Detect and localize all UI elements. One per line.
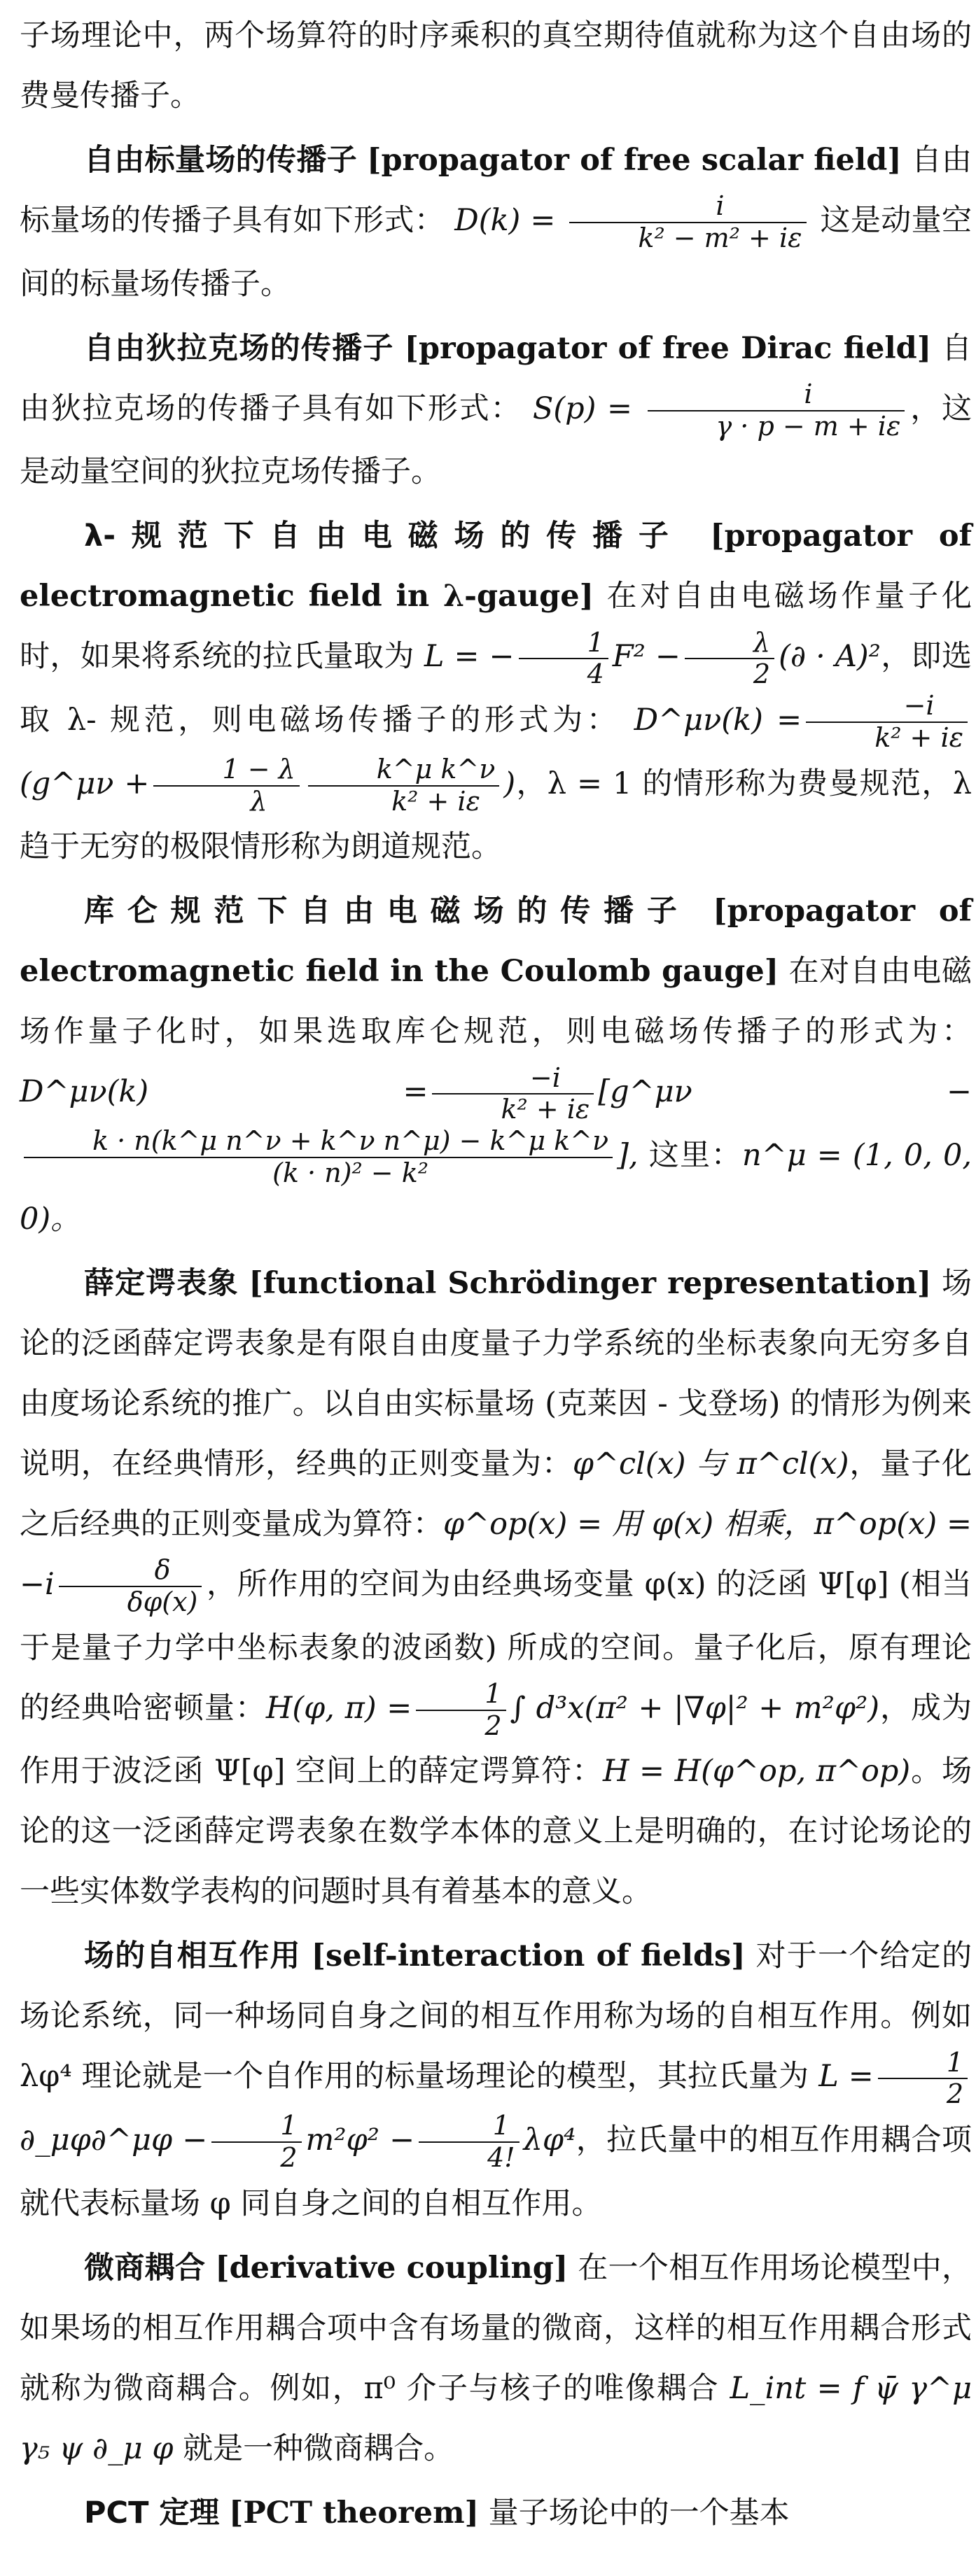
fraction-numerator: λ <box>685 628 774 660</box>
formula: D^μν(k) = <box>20 1074 428 1110</box>
formula: L = − <box>424 639 515 675</box>
entry-text: ，λ = 1 的情形称为费曼规范，λ 趋于无穷的极限情形称为朗道规范。 <box>20 766 972 865</box>
fraction-denominator: (k · n)² − k² <box>272 1157 428 1189</box>
entry-text: ，拉氏量中的相互作用耦合项就代表标量场 φ 同自身之间的自相互作用。 <box>20 2122 972 2221</box>
entry-text: 对于一个给定的场论系统，同一种场同自身之间的相互作用称为场的自相互作用。例如 λφ⁴ 理论就是一个自作用的标量场理论的模型，其拉氏量为 <box>20 1938 972 2095</box>
fraction <box>648 379 905 442</box>
formula: φ^op(x) = 用 φ(x) 相乘，π^op(x) = −i <box>20 1506 972 1602</box>
fraction-denominator: 2 <box>946 2078 963 2110</box>
formula: L_int = f ψ̄ γ^μ γ₅ ψ ∂_μ φ <box>20 2370 972 2466</box>
fraction-numerator: 1 <box>419 2111 519 2143</box>
fraction-numerator: −i <box>806 691 968 723</box>
fraction <box>519 628 608 690</box>
fraction-denominator: 4 <box>587 659 604 690</box>
entry-lambda-gauge-propagator <box>20 506 972 877</box>
fraction-denominator: λ <box>250 785 267 817</box>
entry-title-cn: PCT 定理 <box>84 2495 220 2531</box>
entry-self-interaction <box>20 1926 972 2233</box>
fraction-numerator: k^μ k^ν <box>308 754 500 787</box>
entry-free-scalar-propagator <box>20 130 972 314</box>
entry-derivative-coupling <box>20 2238 972 2479</box>
entry-title-en: [propagator of free Dirac field] <box>404 330 932 366</box>
fraction-numerator: δ <box>59 1555 202 1587</box>
fraction-denominator: k² + iε <box>501 1094 590 1125</box>
fraction-denominator: k² + iε <box>874 722 963 754</box>
fraction-denominator: 2 <box>484 1710 502 1741</box>
entry-coulomb-gauge-propagator <box>20 881 972 1248</box>
entry-title-en: [self-interaction of fields] <box>311 1938 746 1974</box>
entry-text: ，这是动量空间的狄拉克场传播子。 <box>20 390 972 490</box>
fraction-denominator: δφ(x) <box>127 1586 198 1617</box>
fraction-denominator: 2 <box>280 2141 298 2173</box>
entry-text: 就是一种微商耦合。 <box>183 2430 454 2466</box>
formula: D(k) = <box>454 203 556 238</box>
fraction <box>308 754 500 817</box>
fraction <box>416 1679 506 1741</box>
entry-text: 自由狄拉克场的传播子具有如下形式： <box>20 330 972 426</box>
entry-title-en: [propagator of free scalar field] <box>367 143 902 178</box>
fraction <box>24 1126 613 1188</box>
entry-text: ，即选取 λ- 规范，则电磁场传播子的形式为： <box>20 639 972 738</box>
formula: H = H(φ^op, π^op) <box>602 1754 911 1789</box>
formula: [g^μν − <box>598 1074 972 1110</box>
entry-title-cn: 场的自相互作用 <box>84 1938 301 1974</box>
entry-text: 这是动量空间的标量场传播子。 <box>20 203 972 302</box>
entry-text: 在对自由电磁场作量子化时，如果将系统的拉氏量取为 <box>20 579 972 675</box>
formula: ∫ d³x(π² + |∇φ|² + m²φ²) <box>510 1690 880 1726</box>
entry-free-dirac-propagator <box>20 318 972 502</box>
fraction-denominator: k² − m² + iε <box>638 223 802 253</box>
entry-text: 在对自由电磁场作量子化时，如果选取库仑规范，则电磁场传播子的形式为： <box>20 954 972 1050</box>
fraction <box>432 1063 594 1125</box>
fraction-numerator: 1 <box>211 2111 301 2143</box>
entry-text: 量子场论中的一个基本 <box>488 2495 790 2531</box>
entry-title-en: [propagator of electromagnetic field in the Coulomb gauge] <box>20 894 972 990</box>
formula: D^μν(k) = <box>634 703 802 738</box>
fraction <box>153 754 299 817</box>
entry-title-en: [derivative coupling] <box>215 2250 569 2286</box>
fraction-numerator: i <box>569 191 806 223</box>
entry-title-en: [propagator of electromagnetic field in λ-gauge] <box>20 519 972 614</box>
entry-title-cn: λ-规范下自由电磁场的传播子 <box>84 519 685 554</box>
fraction <box>806 691 968 753</box>
fraction-numerator: i <box>648 379 905 411</box>
formula: S(p) = <box>532 390 632 426</box>
entry-title-cn: 自由狄拉克场的传播子 <box>84 330 394 366</box>
entry-title-cn: 自由标量场的传播子 <box>84 143 358 178</box>
formula: ∂_μφ∂^μφ − <box>20 2122 208 2158</box>
document-page <box>20 6 972 2543</box>
entry-title-cn: 库仑规范下自由电磁场的传播子 <box>84 894 690 929</box>
entry-title-cn: 薛定谔表象 <box>84 1265 239 1301</box>
formula: λφ⁴ <box>523 2122 576 2158</box>
fraction-numerator: 1 <box>878 2048 968 2080</box>
fraction-numerator: 1 <box>416 1679 506 1711</box>
formula: (∂ · A)² <box>779 639 881 675</box>
formula: n^μ = (1, 0, 0, 0)。 <box>20 1138 972 1237</box>
entry-text: 在一个相互作用场论模型中，如果场的相互作用耦合项中含有场量的微商，这样的相互作用耦合形式就称为微商耦合。例如，π⁰ 介子与核子的唯像耦合 <box>20 2250 972 2406</box>
entry-text: ，量子化之后经典的正则变量成为算符： <box>20 1446 972 1542</box>
fraction <box>685 628 774 690</box>
formula: φ^cl(x) 与 π^cl(x) <box>572 1446 849 1481</box>
entry-pct-theorem <box>20 2483 972 2543</box>
entry-text: 。场论的这一泛函薛定谔表象在数学本体的意义上是明确的，在讨论场论的一些实体数学表构的问题时具有着基本的意义。 <box>20 1754 972 1910</box>
formula: H(φ, π) = <box>265 1690 412 1726</box>
formula: F² − <box>612 639 681 675</box>
fraction-denominator: γ · p − m + iε <box>716 410 901 442</box>
entry-schrodinger-representation <box>20 1253 972 1922</box>
entry-title-cn: 微商耦合 <box>84 2250 206 2286</box>
entry-text: ，所作用的空间为由经典场变量 φ(x) 的泛函 Ψ[φ] (相当于是量子力学中坐标表象的波函数) 所成的空间。量子化后，原有理论的经典哈密顿量： <box>20 1566 972 1726</box>
fraction-denominator: k² + iε <box>391 785 480 817</box>
fraction-denominator: 4! <box>487 2141 515 2173</box>
entry-text: ，成为作用于波泛函 Ψ[φ] 空间上的薛定谔算符： <box>20 1690 972 1789</box>
fraction-numerator: k · n(k^μ n^ν + k^ν n^μ) − k^μ k^ν <box>24 1126 613 1158</box>
fraction <box>569 191 806 253</box>
entry-title-en: [functional Schrödinger representation] <box>249 1265 932 1301</box>
fraction-denominator: 2 <box>753 659 771 690</box>
entry-text: 自由标量场的传播子具有如下形式： <box>20 143 972 238</box>
formula: ) <box>503 766 516 801</box>
fraction <box>211 2111 301 2173</box>
formula: (g^μν + <box>20 766 150 801</box>
entry-title-en: [PCT theorem] <box>229 2495 479 2531</box>
formula: ], <box>617 1138 639 1174</box>
fraction <box>878 2048 968 2110</box>
fraction <box>59 1555 202 1617</box>
entry-text: 这里： <box>648 1138 743 1174</box>
fraction <box>419 2111 519 2173</box>
entry-text: 场论的泛函薛定谔表象是有限自由度量子力学系统的坐标表象向无穷多自由度场论系统的推广。以自由实标量场 (克莱因 - 戈登场) 的情形为例来说明，在经典情形，经典的正则变量为： <box>20 1265 972 1481</box>
formula: m²φ² − <box>305 2122 415 2158</box>
intro-paragraph: 子场理论中，两个场算符的时序乘积的真空期待值就称为这个自由场的费曼传播子。 <box>20 18 972 113</box>
fraction-numerator: −i <box>432 1063 594 1095</box>
formula: L = <box>818 2059 874 2095</box>
fraction-numerator: 1 <box>519 628 608 660</box>
fraction-numerator: 1 − λ <box>153 754 299 787</box>
